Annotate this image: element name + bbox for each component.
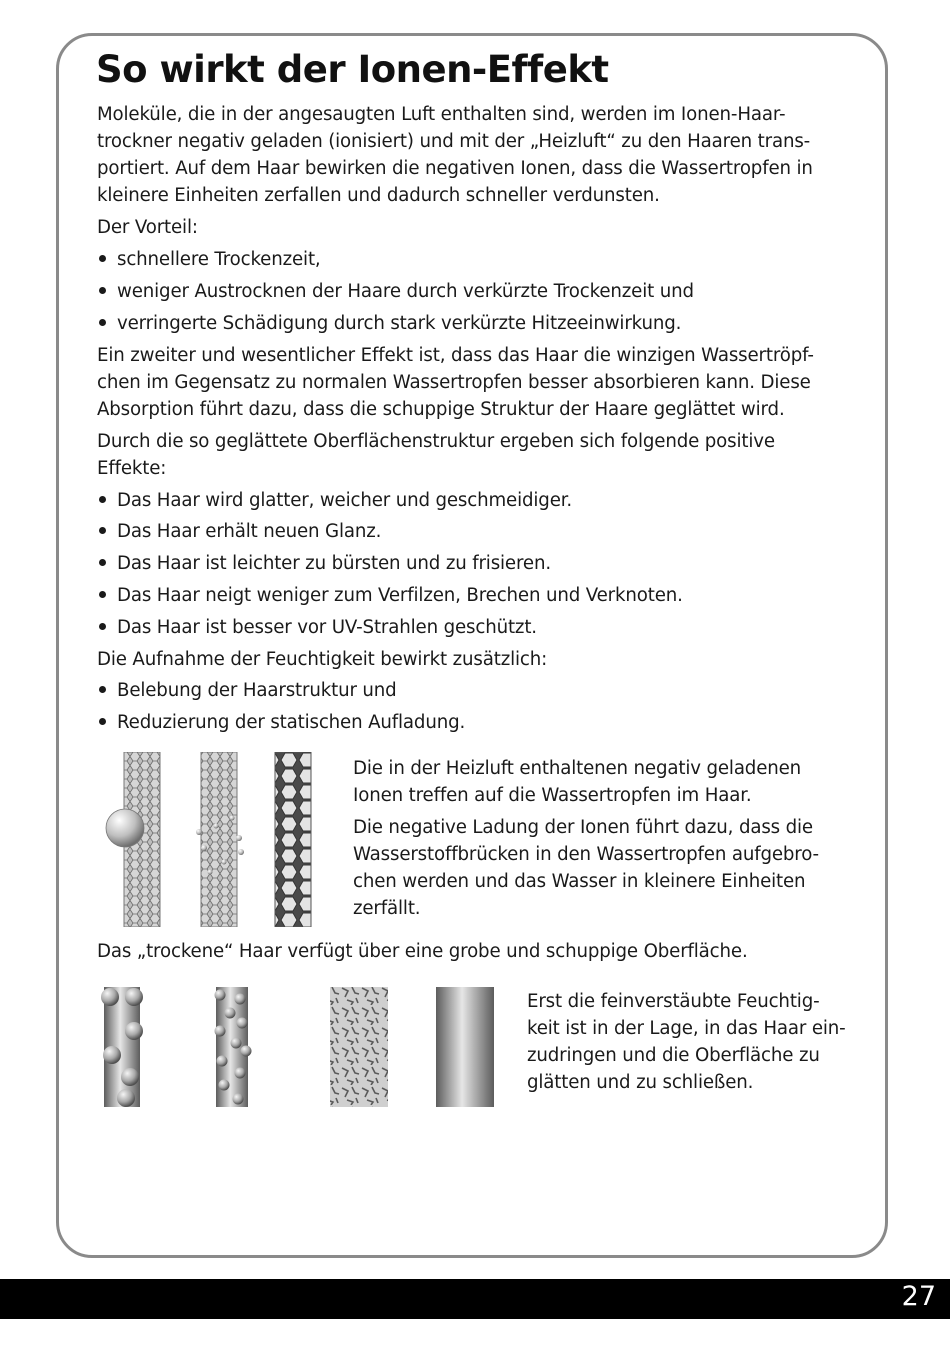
bullet-icon bbox=[99, 255, 106, 262]
page-title: So wirkt der Ionen-Effekt bbox=[96, 48, 609, 91]
vorteil-label: Der Vorteil: bbox=[97, 217, 198, 238]
text-line: chen werden und das Wasser in kleinere Einheiten bbox=[353, 871, 806, 892]
list-item: verringerte Schädigung durch stark verkürzte Hitzeeinwirkung. bbox=[97, 310, 681, 338]
dry-hair-text: Das „trockene“ Haar verfügt über eine grobe und schuppige Oberfläche. bbox=[97, 941, 748, 962]
list-item: Das Haar neigt weniger zum Verfilzen, Brechen und Verknoten. bbox=[97, 582, 683, 610]
list-item: Das Haar erhält neuen Glanz. bbox=[97, 518, 381, 546]
text-line: Ionen treffen auf die Wassertropfen im Haar. bbox=[353, 785, 752, 806]
hair-strand-large-drops bbox=[101, 987, 143, 1107]
moisture-intro: Die Aufnahme der Feuchtigkeit bewirkt zusätzlich: bbox=[97, 649, 548, 670]
list-item: weniger Austrocknen der Haare durch verkürzte Trockenzeit und bbox=[97, 278, 694, 306]
text-line: Wasserstoffbrücken in den Wassertropfen aufgebro- bbox=[353, 844, 819, 865]
text-line: Die negative Ladung der Ionen führt dazu, dass die bbox=[353, 817, 813, 838]
bullet-icon bbox=[99, 319, 106, 326]
text-line: Absorption führt dazu, dass die schuppige Struktur der Haare geglättet wird. bbox=[97, 399, 785, 420]
text-line: zerfällt. bbox=[353, 898, 421, 919]
text-line: Ein zweiter und wesentlicher Effekt ist, dass das Haar die winzigen Wassertröpf- bbox=[97, 345, 814, 366]
bullet-icon bbox=[99, 718, 106, 725]
bullet-icon bbox=[99, 623, 106, 630]
footer-bar bbox=[0, 1279, 950, 1319]
hair-strand-with-drop bbox=[106, 752, 160, 927]
bullet-icon bbox=[99, 686, 106, 693]
list-item: Reduzierung der statischen Aufladung. bbox=[97, 709, 465, 737]
hair-strand-small-drops bbox=[215, 987, 252, 1107]
page-number: 27 bbox=[901, 1281, 936, 1312]
text-line: Die in der Heizluft enthaltenen negativ geladenen bbox=[353, 758, 802, 779]
text-line: portiert. Auf dem Haar bewirken die negativen Ionen, dass die Wassertropfen in bbox=[97, 158, 813, 179]
list-item: Belebung der Haarstruktur und bbox=[97, 677, 397, 705]
text-line: keit ist in der Lage, in das Haar ein- bbox=[527, 1018, 846, 1039]
text-line: trockner negativ geladen (ionisiert) und mit der „Heizluft“ zu den Haaren trans- bbox=[97, 131, 811, 152]
bullet-icon bbox=[99, 527, 106, 534]
list-item: Das Haar wird glatter, weicher und geschmeidiger. bbox=[97, 487, 572, 515]
bullet-icon bbox=[99, 496, 106, 503]
text-line: Erst die feinverstäubte Feuchtig- bbox=[527, 991, 820, 1012]
hair-smoothing-illustration bbox=[100, 985, 500, 1110]
text-line: kleinere Einheiten zerfallen und dadurch schneller verdunsten. bbox=[97, 185, 660, 206]
hair-strand-smooth bbox=[436, 987, 494, 1107]
text-line: glätten und zu schließen. bbox=[527, 1072, 754, 1093]
bullet-icon bbox=[99, 559, 106, 566]
text-line: Moleküle, die in der angesaugten Luft enthalten sind, werden im Ionen-Haar- bbox=[97, 104, 786, 125]
hair-ion-illustration bbox=[100, 752, 320, 927]
text-line: chen im Gegensatz zu normalen Wassertropfen besser absorbieren kann. Diese bbox=[97, 372, 811, 393]
list-item: Das Haar ist leichter zu bürsten und zu frisieren. bbox=[97, 550, 551, 578]
hair-strand-with-ions bbox=[196, 752, 244, 927]
bullet-icon bbox=[99, 591, 106, 598]
text-line: Durch die so geglättete Oberflächenstruktur ergeben sich folgende positive bbox=[97, 431, 775, 452]
text-line: zudringen und die Oberfläche zu bbox=[527, 1045, 820, 1066]
bullet-icon bbox=[99, 287, 106, 294]
text-line: Effekte: bbox=[97, 458, 167, 479]
hair-strand-scaly bbox=[275, 752, 311, 927]
hair-strand-cracked bbox=[330, 987, 388, 1107]
list-item: Das Haar ist besser vor UV-Strahlen geschützt. bbox=[97, 614, 537, 642]
list-item: schnellere Trockenzeit, bbox=[97, 246, 321, 274]
